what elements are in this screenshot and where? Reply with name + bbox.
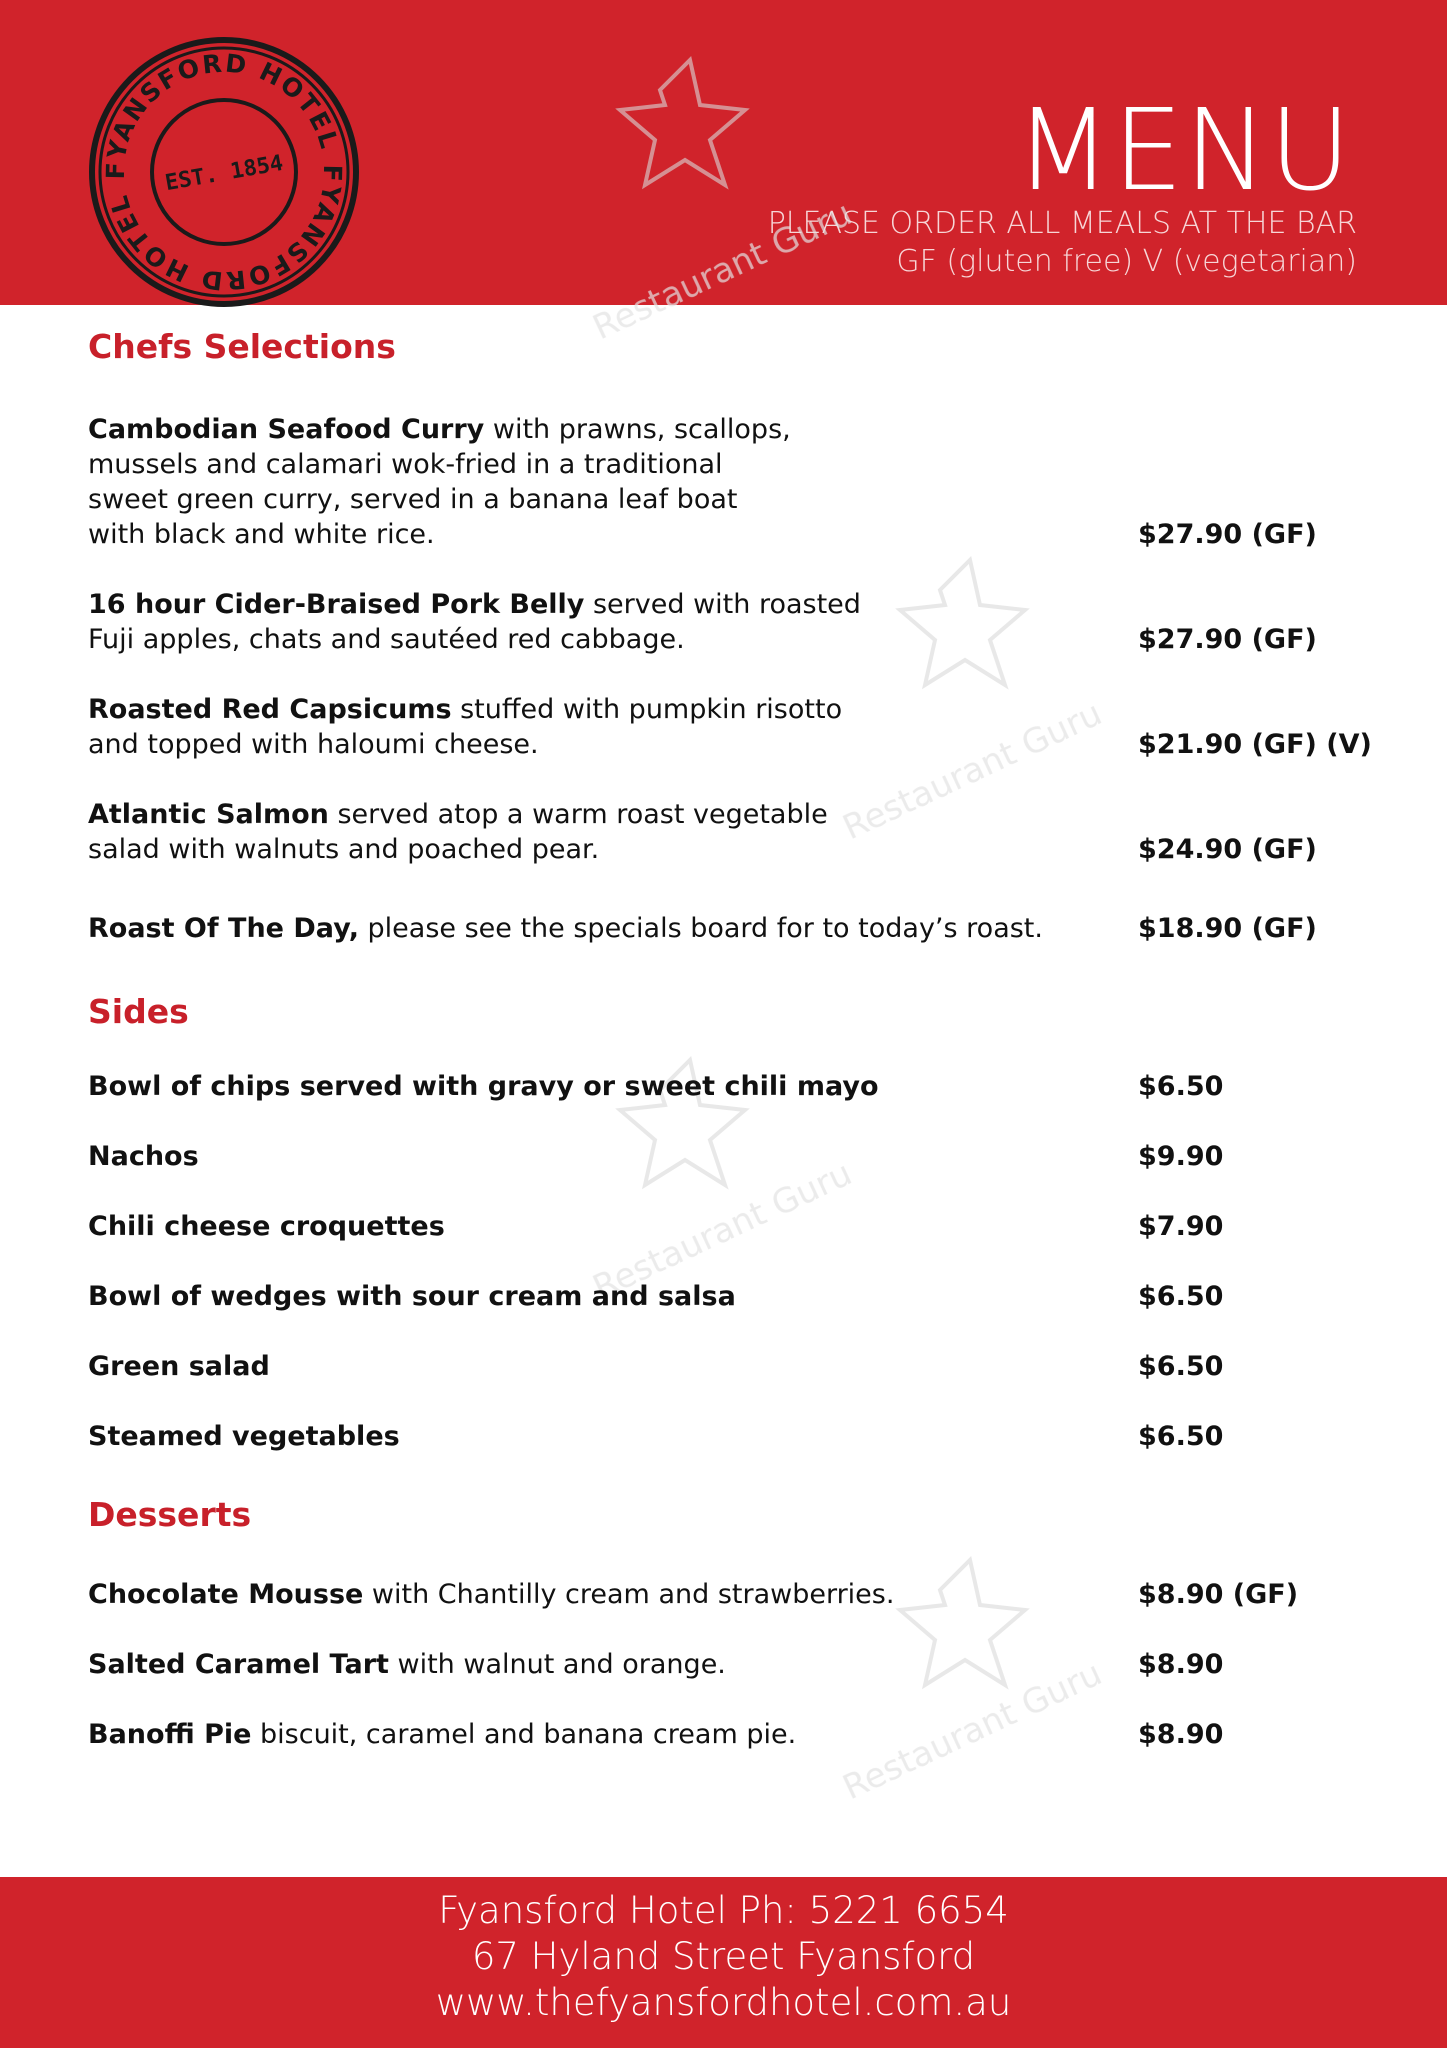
section-heading-chefs: Chefs Selections [88,327,396,366]
item-price: $6.50 [1138,1071,1224,1102]
item-price: $21.90 (GF) (V) [1138,729,1372,760]
item-price: $18.90 (GF) [1138,913,1317,944]
menu-item [88,911,1078,946]
item-name: Bowl of wedges with sour cream and salsa [88,1281,736,1312]
footer-website-link[interactable]: www.thefyansfordhotel.com.au [435,1981,1012,2024]
page-title: MENU [1014,86,1352,216]
menu-item [88,1069,1078,1104]
section-heading-desserts: Desserts [88,1495,252,1534]
item-desc: Fuji apples, chats and sautéed red cabbage. [88,624,685,655]
item-name: Steamed vegetables [88,1421,400,1452]
item-price: $8.90 (GF) [1138,1579,1299,1610]
header-banner [0,0,1447,305]
svg-text:FYANSFORD HOTEL [86,34,345,184]
item-price: $9.90 [1138,1141,1224,1172]
section-heading-sides: Sides [88,992,189,1031]
hotel-stamp-logo [86,34,362,310]
item-desc: served atop a warm roast vegetable [328,799,828,830]
menu-item [88,1717,1078,1752]
item-desc: with Chantilly cream and strawberries. [363,1579,895,1610]
item-desc: stuffed with pumpkin risotto [451,694,843,725]
menu-item [88,412,1078,552]
menu-item [88,797,1078,867]
item-desc: served with roasted [584,589,861,620]
item-price: $7.90 [1138,1211,1224,1242]
item-desc: with prawns, scallops, [484,414,791,445]
item-name: Salted Caramel Tart [88,1649,389,1680]
item-price: $24.90 (GF) [1138,834,1317,865]
menu-item [88,587,1078,657]
item-desc: sweet green curry, served in a banana leaf boat [88,484,738,515]
item-name: Chili cheese croquettes [88,1211,445,1242]
footer-banner [0,1877,1447,2048]
item-price: $6.50 [1138,1421,1224,1452]
dietary-legend: GF (gluten free) V (vegetarian) [896,244,1357,279]
item-price: $6.50 [1138,1351,1224,1382]
menu-item [88,1139,1078,1174]
footer-phone: Fyansford Hotel Ph: 5221 6654 [438,1889,1009,1932]
item-desc: and topped with haloumi cheese. [88,729,539,760]
menu-item [88,1419,1078,1454]
item-name: Chocolate Mousse [88,1579,364,1610]
item-name: Nachos [88,1141,199,1172]
item-name: 16 hour Cider-Braised Pork Belly [88,589,585,620]
menu-item [88,692,1078,762]
item-name: Bowl of chips served with gravy or sweet chili mayo [88,1071,879,1102]
watermark-text: Restaurant Guru [586,193,858,349]
menu-item [88,1577,1078,1612]
item-name: Roasted Red Capsicums [88,694,452,725]
watermark-text: Restaurant Guru [586,1153,858,1309]
menu-item [88,1349,1078,1384]
menu-item [88,1647,1078,1682]
item-name: Atlantic Salmon [88,799,329,830]
item-price: $27.90 (GF) [1138,519,1317,550]
logo-text-top: FYANSFORD HOTEL [100,48,345,180]
item-name: Banoffi Pie [88,1719,252,1750]
item-price: $8.90 [1138,1649,1224,1680]
item-desc: please see the specials board for to today’s roast. [358,913,1043,944]
item-name: Cambodian Seafood Curry [88,414,485,445]
item-name: Green salad [88,1351,270,1382]
footer-address: 67 Hyland Street Fyansford [471,1935,976,1978]
watermark-text: Restaurant Guru [836,693,1108,849]
item-price: $6.50 [1138,1281,1224,1312]
item-name: Roast Of The Day, [88,913,359,944]
menu-item [88,1209,1078,1244]
menu-item [88,1279,1078,1314]
logo-text-bottom: FYANSFORD HOTEL [103,164,348,296]
item-price: $27.90 (GF) [1138,624,1317,655]
item-desc: with walnut and orange. [388,1649,726,1680]
item-desc: salad with walnuts and poached pear. [88,834,600,865]
watermark-text: Restaurant Guru [836,1653,1108,1809]
logo-est: EST. 1854 [163,150,286,197]
item-desc: with black and white rice. [88,519,435,550]
item-price: $8.90 [1138,1719,1224,1750]
item-desc: biscuit, caramel and banana cream pie. [251,1719,797,1750]
order-instruction: PLEASE ORDER ALL MEALS AT THE BAR [767,206,1357,241]
item-desc: mussels and calamari wok-fried in a traditional [88,449,723,480]
